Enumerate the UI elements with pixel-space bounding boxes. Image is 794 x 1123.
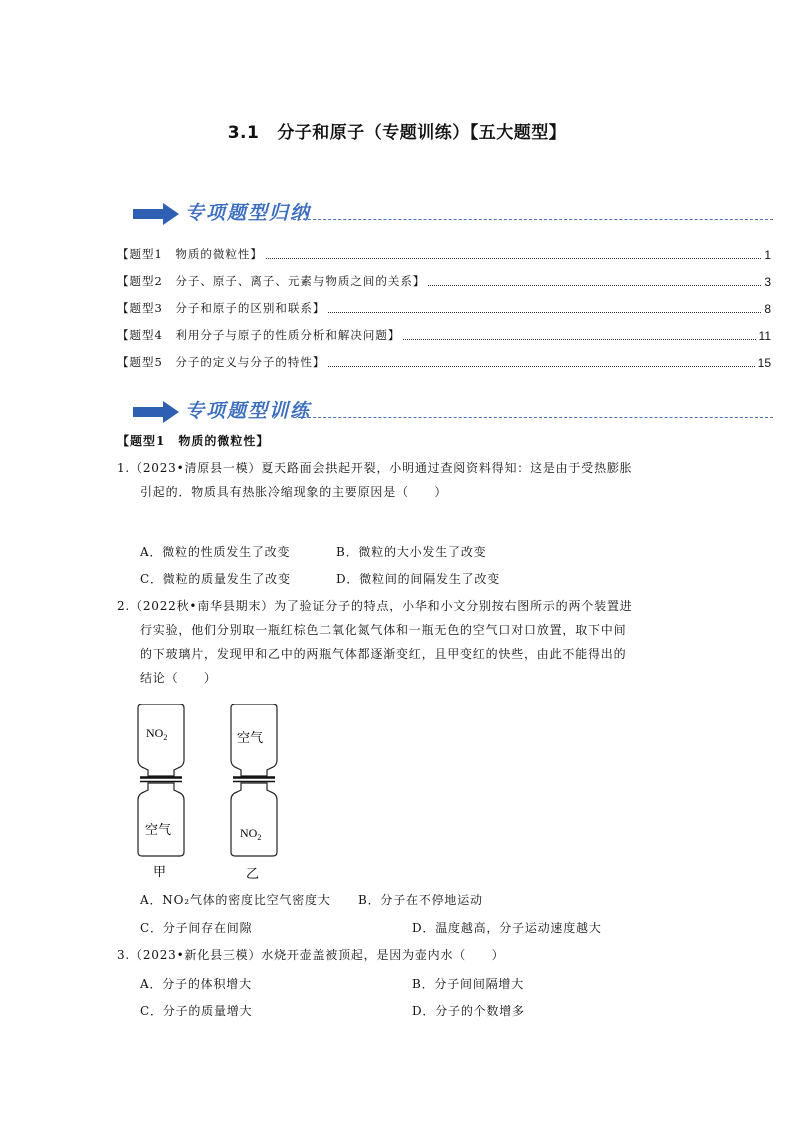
arrow-right-icon bbox=[133, 203, 179, 225]
jia-top-label: $NO_2$ bbox=[146, 726, 168, 742]
banner-title: 专项题型训练 bbox=[185, 400, 312, 422]
section-banner-training bbox=[133, 394, 773, 428]
question-line: 3.（2023•新化县三模）水烧开壶盖被顶起，是因为壶内水（ ） bbox=[117, 948, 505, 962]
option-c[interactable]: C．分子的质量增大 bbox=[140, 1004, 253, 1018]
toc-leader bbox=[328, 365, 754, 367]
jia-bottom-label: 空气 bbox=[145, 823, 172, 838]
toc-label: 【题型4 利用分子与原子的性质分析和解决问题】 bbox=[117, 328, 401, 342]
toc-item[interactable] bbox=[117, 246, 771, 262]
option-d[interactable]: D．微粒间的间隔发生了改变 bbox=[336, 572, 501, 586]
toc-item[interactable] bbox=[117, 300, 771, 316]
option-a[interactable]: A．分子的体积增大 bbox=[140, 977, 252, 991]
question-line: 的下玻璃片，发现甲和乙中的两瓶气体都逐渐变红，且甲变红的快些，由此不能得出的 bbox=[140, 647, 627, 661]
option-d[interactable]: D．分子的个数增多 bbox=[412, 1004, 525, 1018]
option-b[interactable]: B．微粒的大小发生了改变 bbox=[336, 545, 487, 559]
option-b[interactable]: B．分子在不停地运动 bbox=[358, 893, 483, 907]
bottle-yi-bottom bbox=[231, 783, 277, 856]
title-text: 分子和原子（专题训练）【五大题型】 bbox=[277, 123, 567, 143]
section-banner-summary bbox=[133, 196, 773, 230]
question-line: 结论（ ） bbox=[140, 671, 217, 685]
question-line: 2.（2022秋•南华县期末）为了验证分子的特点，小华和小文分别按右图所示的两个装置进 bbox=[117, 599, 633, 613]
yi-bottom-label: $NO_2$ bbox=[240, 826, 262, 842]
option-c[interactable]: C．分子间存在间隙 bbox=[140, 921, 253, 935]
option-b[interactable]: B．分子间间隔增大 bbox=[412, 977, 525, 991]
toc-leader bbox=[328, 311, 761, 313]
banner-divider bbox=[293, 417, 773, 418]
toc-page: 8 bbox=[764, 302, 771, 316]
bottle-jia-bottom bbox=[138, 783, 184, 856]
question-line: 引起的．物质具有热胀冷缩现象的主要原因是（ ） bbox=[140, 485, 448, 499]
jia-caption: 甲 bbox=[153, 865, 167, 880]
banner-title: 专项题型归纳 bbox=[185, 202, 312, 224]
question-line: 1.（2023•清原县一模）夏天路面会拱起开裂，小明通过查阅资料得知：这是由于受热膨胀 bbox=[117, 461, 633, 475]
question-3-stem bbox=[117, 943, 504, 967]
yi-caption: 乙 bbox=[246, 867, 260, 882]
yi-top-label: 空气 bbox=[237, 731, 264, 746]
question-1-stem bbox=[117, 456, 632, 504]
toc-page: 3 bbox=[764, 275, 771, 289]
arrow-right-icon bbox=[133, 401, 179, 423]
question-line: 行实验，他们分别取一瓶红棕色二氧化氮气体和一瓶无色的空气口对口放置，取下中间 bbox=[140, 623, 627, 637]
banner-divider bbox=[293, 219, 773, 220]
toc-label: 【题型5 分子的定义与分子的特性】 bbox=[117, 355, 326, 369]
option-a[interactable]: A．微粒的性质发生了改变 bbox=[140, 545, 291, 559]
section-heading: 【题型1 物质的微粒性】 bbox=[117, 434, 270, 448]
title-number: 3.1 bbox=[227, 123, 260, 143]
toc-label: 【题型1 物质的微粒性】 bbox=[117, 247, 263, 261]
bottle-jia-top bbox=[138, 704, 184, 776]
option-a[interactable]: A．NO₂气体的密度比空气密度大 bbox=[140, 893, 331, 907]
question-2-stem bbox=[117, 594, 632, 690]
gas-bottles-figure bbox=[136, 704, 296, 884]
toc-item[interactable] bbox=[117, 327, 771, 343]
toc-page: 15 bbox=[757, 356, 771, 370]
toc-label: 【题型2 分子、原子、离子、元素与物质之间的关系】 bbox=[117, 274, 426, 288]
toc-label: 【题型3 分子和原子的区别和联系】 bbox=[117, 301, 326, 315]
toc-leader bbox=[403, 338, 755, 340]
toc-leader bbox=[428, 284, 761, 286]
toc-leader bbox=[266, 257, 761, 259]
toc-item[interactable] bbox=[117, 354, 771, 370]
option-c[interactable]: C．微粒的质量发生了改变 bbox=[140, 572, 291, 586]
page-title bbox=[0, 118, 794, 143]
option-d[interactable]: D．温度越高，分子运动速度越大 bbox=[412, 921, 602, 935]
toc-item[interactable] bbox=[117, 273, 771, 289]
toc-page: 1 bbox=[764, 248, 771, 262]
toc-page: 11 bbox=[758, 329, 771, 343]
